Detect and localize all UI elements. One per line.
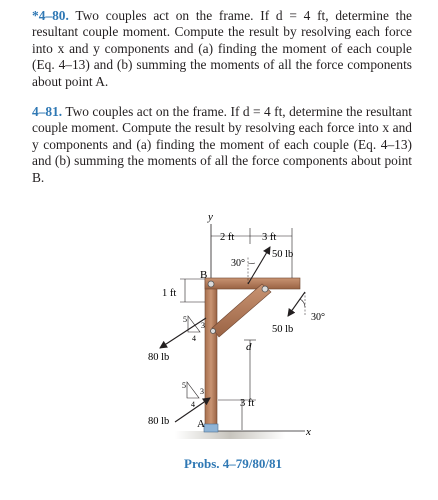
force-50-top-label: 50 lb (272, 249, 294, 260)
support-a (204, 424, 218, 432)
problem-text: Two couples act on the frame. If d = 4 ft, determine the resultant couple moment. Compute the result by resolving each force into x and y components and (a) finding the moment of each couple (Eq. 4–13) and (b) summing the moments of all the force components about point B. (32, 104, 413, 185)
slope-5-lower: 5 (182, 381, 186, 390)
slope-3-lower: 3 (200, 387, 204, 396)
vertical-post (205, 279, 217, 430)
problem-number: 4–81. (32, 104, 63, 119)
y-axis-label: y (208, 211, 213, 223)
diagonal-brace (212, 284, 271, 337)
angle-30-top-label: 30° (231, 258, 245, 269)
point-b-label: B (200, 269, 208, 281)
slope-triangle-lower (187, 382, 199, 398)
angle-30-right-label: 30° (311, 312, 325, 323)
slope-triangle-upper (188, 316, 200, 332)
dim-2ft: 2 ft (220, 232, 235, 243)
force-80-upper-label: 80 lb (148, 352, 170, 363)
force-50-right-label: 50 lb (272, 324, 294, 335)
dim-3ft-lower: 3 ft (240, 398, 255, 409)
pin-b (208, 281, 214, 287)
point-a-label: A (197, 418, 205, 430)
dim-d: d (246, 341, 252, 353)
ground-hatch (175, 431, 285, 439)
slope-5-upper: 5 (183, 315, 187, 324)
problem-text: Two couples act on the frame. If d = 4 ft, determine the resultant couple moment. Compute the result by resolving each force into x and y components and (a) finding the moment of each couple (Eq. 4–13) and (b) summing the moments of all the force components about point A. (32, 8, 412, 89)
force-50-right-arrow (288, 292, 305, 316)
x-axis-label: x (306, 426, 311, 438)
problem-number: *4–80. (32, 8, 69, 23)
slope-4-lower: 4 (191, 400, 195, 409)
slope-3-upper: 3 (201, 321, 205, 330)
force-80-lower-label: 80 lb (148, 416, 170, 427)
horizontal-beam (205, 278, 300, 289)
pin-brace-bottom (211, 329, 216, 334)
angle-arc (300, 299, 305, 307)
angle-arc (248, 263, 255, 264)
pin-brace-top (262, 286, 268, 292)
slope-4-upper: 4 (192, 334, 196, 343)
dim-1ft: 1 ft (162, 288, 177, 299)
dim-3ft-top: 3 ft (262, 232, 277, 243)
figure-caption: Probs. 4–79/80/81 (184, 456, 282, 471)
